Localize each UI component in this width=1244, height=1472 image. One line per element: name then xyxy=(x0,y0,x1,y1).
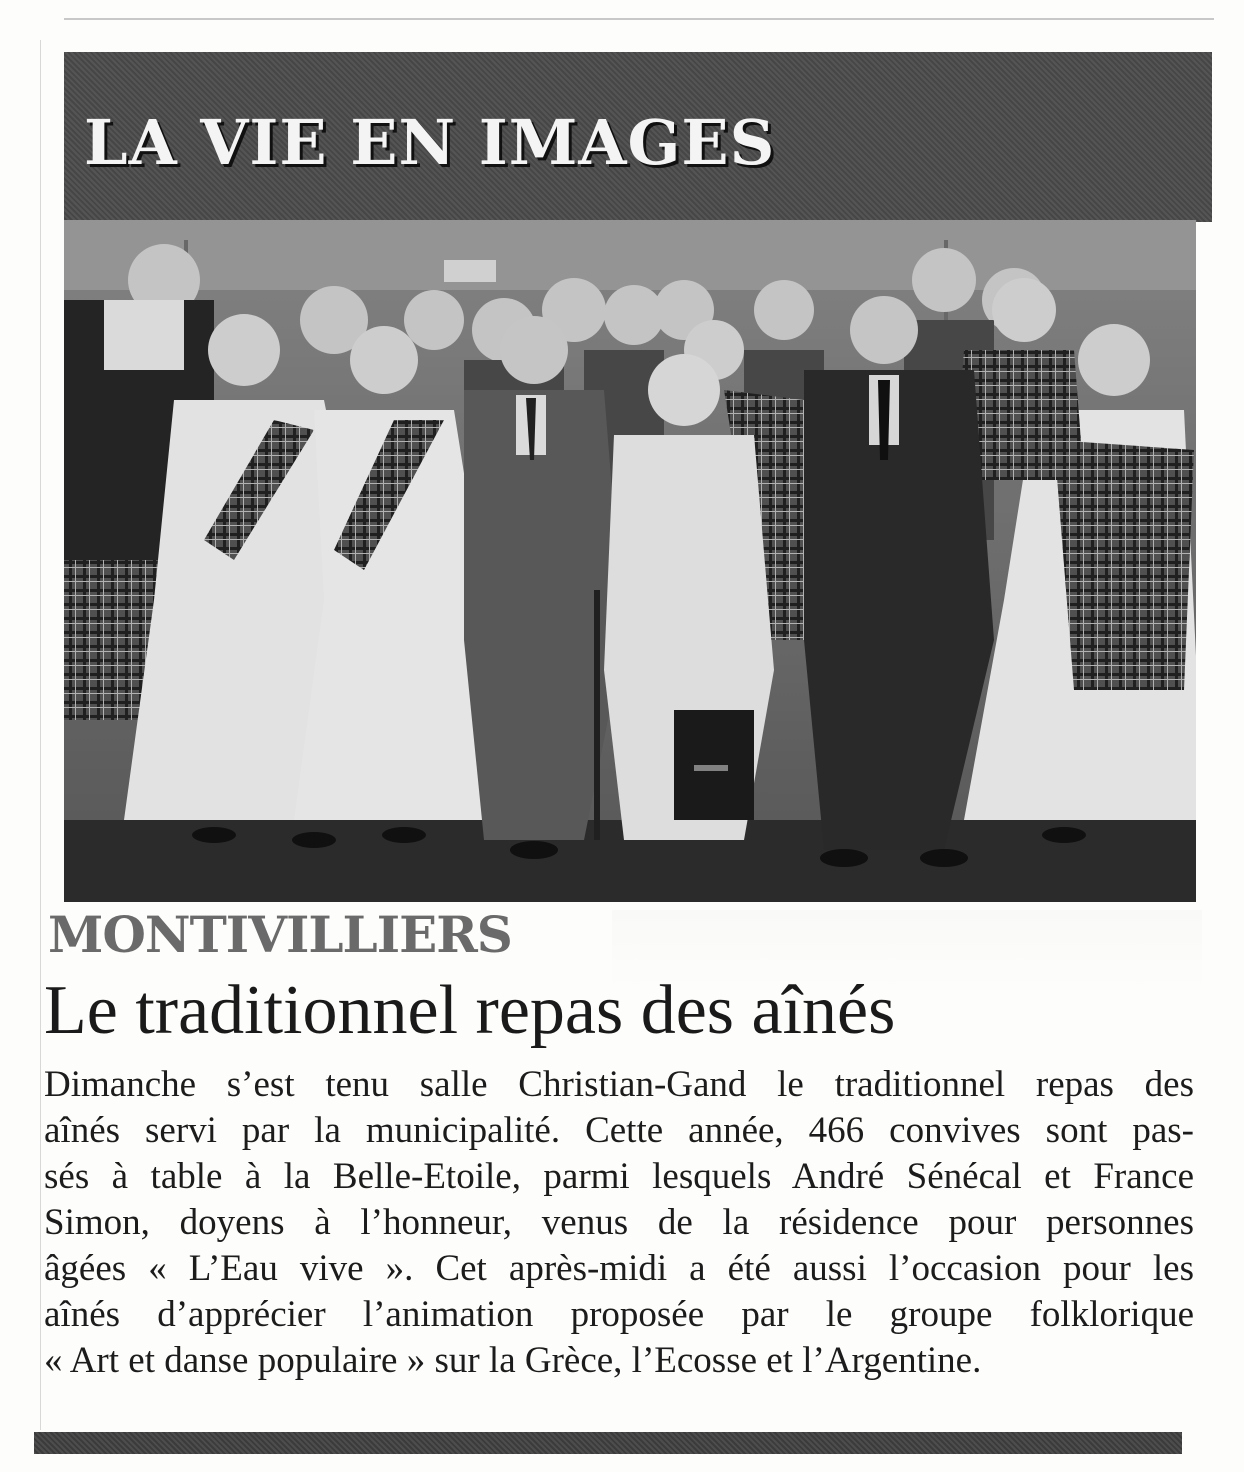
article-body-line: âgées « L’Eau vive ». Cet après-midi a été aussi l’occasion pour les xyxy=(44,1248,1194,1289)
article-body xyxy=(44,1062,1194,1384)
bottom-rule xyxy=(34,1432,1182,1454)
left-margin-rule xyxy=(40,40,41,1430)
article-kicker: MONTIVILLIERS xyxy=(48,905,512,964)
article-body-line: aînés servi par la municipalité. Cette année, 466 convives sont pas- xyxy=(44,1110,1194,1151)
article-body-line: aînés d’apprécier l’animation proposée par le groupe folklorique xyxy=(44,1294,1194,1335)
article-body-line: « Art et danse populaire » sur la Grèce, l’Ecosse et l’Argentine. xyxy=(44,1340,982,1381)
section-title: LA VIE EN IMAGES xyxy=(84,106,776,179)
article-body-line: Dimanche s’est tenu salle Christian-Gand le traditionnel repas des xyxy=(44,1064,1194,1105)
article-body-line: Simon, doyens à l’honneur, venus de la résidence pour personnes xyxy=(44,1202,1194,1243)
top-rule xyxy=(64,18,1214,20)
article-body-line: sés à table à la Belle-Etoile, parmi lesquels André Sénécal et France xyxy=(44,1156,1194,1197)
section-banner xyxy=(64,52,1212,222)
article-headline: Le traditionnel repas des aînés xyxy=(44,972,896,1049)
group-photo xyxy=(64,220,1196,902)
group-photo-illustration xyxy=(64,220,1196,902)
